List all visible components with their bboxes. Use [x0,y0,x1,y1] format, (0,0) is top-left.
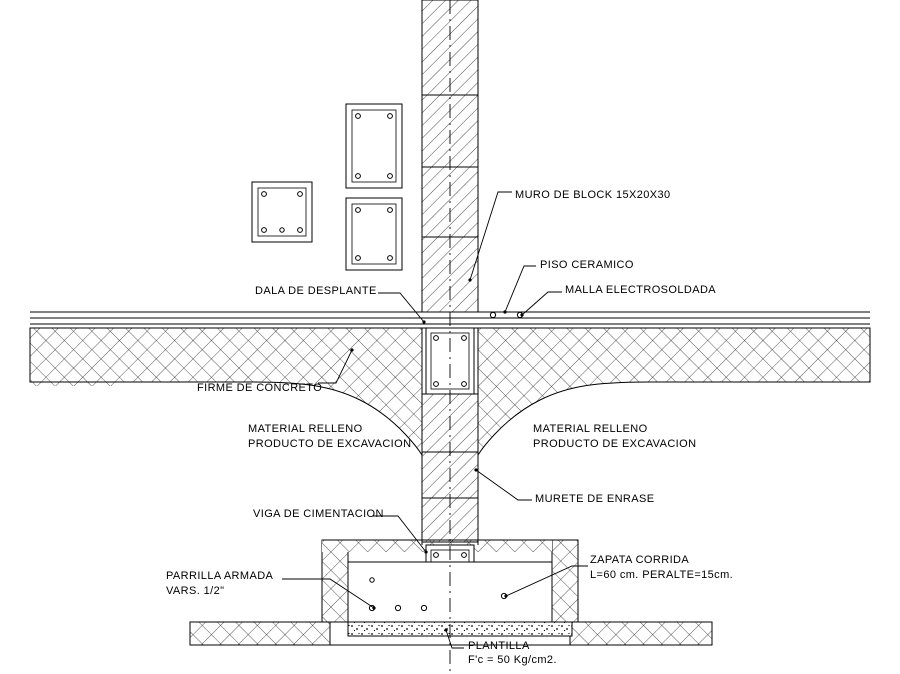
label-firme-de-concreto: FIRME DE CONCRETO [197,382,323,394]
detail-section-beam-upper [346,104,402,188]
label-parrilla-armada-line2: VARS. 1/2" [166,585,225,597]
label-material-relleno-left-line2: PRODUCTO DE EXCAVACION [248,438,412,450]
label-plantilla-line2: F'c = 50 Kg/cm2. [468,654,557,666]
label-viga-de-cimentacion: VIGA DE CIMENTACION [253,508,384,520]
label-piso-ceramico: PISO CERAMICO [540,259,634,271]
label-malla-electrosoldada: MALLA ELECTROSOLDADA [565,284,717,296]
label-parrilla-armada-line1: PARRILLA ARMADA [166,570,274,582]
label-zapata-corrida-line2: L=60 cm. PERALTE=15cm. [590,569,734,581]
label-material-relleno-right-line1: MATERIAL RELLENO [533,423,648,435]
label-dala-de-desplante: DALA DE DESPLANTE [255,285,377,297]
detail-section-beam-lower [346,198,402,270]
label-zapata-corrida-line1: ZAPATA CORRIDA [590,554,690,566]
label-material-relleno-left-line1: MATERIAL RELLENO [248,423,363,435]
label-material-relleno-right-line2: PRODUCTO DE EXCAVACION [533,438,697,450]
label-plantilla-line1: PLANTILLA [468,640,530,652]
label-muro-de-block: MURO DE BLOCK 15X20X30 [515,189,671,201]
malla-electrosoldada-marks [490,312,522,317]
label-murete-de-enrase: MURETE DE ENRASE [535,493,655,505]
detail-section-column-small [252,182,312,242]
